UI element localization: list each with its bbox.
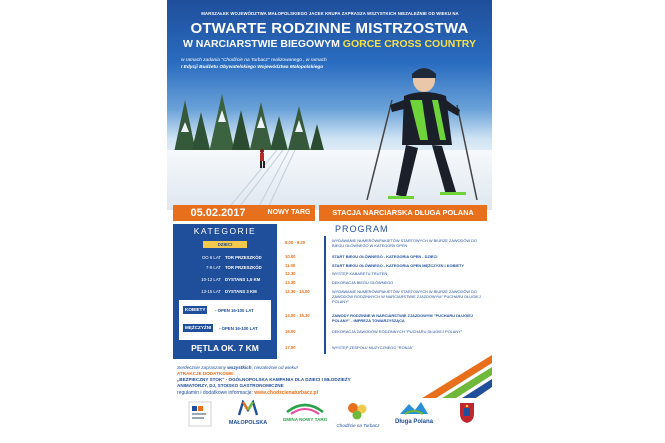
coat-of-arms-icon [459,402,475,424]
men-range: - OPEN 16-100 LAT [219,326,258,331]
small-skier-icon [255,148,269,170]
program-time: 12.30 [285,271,296,276]
program-time: 10.00 [285,254,296,259]
category-age: 7-9 LAT [206,265,221,270]
website-link[interactable]: www.chodzcienaturbacz.pl [254,390,318,396]
event-title: OTWARTE RODZINNE MISTRZOSTWA [190,20,469,37]
info-label: regulamin i dodatkowe informacje: [177,390,253,396]
budget-logo [187,400,213,428]
categories-heading: KATEGORIE [193,226,257,236]
event-poster [167,0,492,443]
program-time: 11.00 [285,263,296,268]
men-label: MĘŻCZYŹNI [185,325,212,330]
program-time: 16.00 [285,329,296,334]
program-time: 8.00 - 9.30 [285,240,306,245]
program-item: DEKORACJA BIEGU GŁÓWNEGO [332,280,394,285]
sponsor-logos [167,398,492,443]
gmina-caption: GMINA NOWY TARG [282,417,328,422]
dluga-polana-caption: Długa Polana [394,419,433,425]
program-item: ZAWODY RODZINNE W NARCIARSTWIE ZJAZDOWYM "PUCHARU DŁUGIEJ POLANY" - IMPREZA TOWARZYSZĄCA [332,313,473,323]
event-venue: STACJA NARCIARSKA DŁUGA POLANA [319,205,487,221]
dluga-polana-logo-icon [399,400,429,416]
organizer-text: MARSZAŁEK WOJEWÓDZTWA MAŁOPOLSKIEGO JACEK KRUPA ZAPRASZA WSZYSTKICH NIEZALEŻNIE OD WIEKU NA [201,11,459,16]
cross-country-skier-icon [362,60,482,205]
extras-animators: ANIMATORZY, DJ, STOISKO GASTRONOMICZNE [177,383,284,388]
category-course: TOR PRZESZKÓD [225,255,262,260]
invite-lead: Serdecznie zapraszamy [177,365,228,370]
program-time: 17.00 [285,345,296,350]
chodzcie-logo-icon [345,400,371,422]
category-age: DO 6 LAT [202,255,221,260]
hero-image [167,0,492,210]
category-course: DYSTANS 1,5 KM [225,277,261,282]
chodzcie-caption: Chodźcie na Turbacz [336,423,380,428]
malopolska-logo-icon [237,400,259,416]
program-item: WYDAWANIE NUMERÓW/PAKIETÓW STARTOWYCH W BIURZE ZAWODÓW DO ZAWODÓW RODZINNYCH W NARCIARSTWIE ZJAZDOWYM "PUCHARU DŁUGIEJ POLANY" [332,289,481,304]
program-item: START BIEGU GŁÓWNEGO - KATEGORIA OPEN - DZIECI [332,254,438,259]
extras-heading: ATRAKCJE DODATKOWE: [177,371,235,376]
event-town: NOWY TARG [263,205,315,221]
info-line [177,390,477,396]
program-heading: PROGRAM [335,224,389,234]
women-label: KOBIETY [185,307,206,312]
program-time: 12.30 - 14.00 [285,289,310,294]
program-time: 13.30 [285,280,296,285]
women-range: - OPEN 16-100 LAT [215,308,254,313]
category-course: DYSTANS 3 KM [225,289,257,294]
program-item: START BIEGU GŁÓWNEGO - KATEGORIA OPEN MĘŻCZYZN I KOBIETY [332,263,464,268]
program-item: WYSTĘP ZESPOŁU MUZYCZNEGO "RONJA" [332,345,414,350]
invite-tail: , niezależnie od wieku! [251,365,298,370]
program-time: 14.00 - 15.30 [285,313,310,318]
race-name: GORCE CROSS COUNTRY [342,38,477,50]
invitation-text [177,365,397,389]
kids-label: DZIECI [203,241,247,248]
invite-emphasis: wszystkich [227,365,252,370]
category-age: 10-12 LAT [201,277,221,282]
program-item: DEKORACJA ZAWODÓW RODZINNYCH "PUCHARU DŁUGIEJ POLANY" [332,329,463,334]
extras-campaign: „BEZPIECZNY STOK" - OGÓLNOPOLSKA KAMPANIA DLA DZIECI I MŁODZIEŻY [177,377,351,382]
loop-length: PĘTLA OK. 7 KM [191,343,259,353]
gmina-logo-icon [285,400,325,416]
discipline-text: W NARCIARSTWIE BIEGOWYM [182,38,340,50]
program-divider [324,236,326,354]
category-age: 13-15 LAT [201,289,221,294]
category-course: TOR PRZESZKÓD [225,265,262,270]
project-note: w ramach zadania "Chodźcie na Turbacz" realizowanego , w ramach [181,58,327,63]
program-item: WYDAWANIE NUMERÓW/PAKIETÓW STARTOWYCH W BIURZE ZAWODÓW DO BIEGU GŁÓWNEGO W KATEGORII OPEN [332,238,477,248]
budget-note: I Edycji Budżetu Obywatelskiego Województwa Małopolskiego [181,65,324,70]
malopolska-caption: MAŁOPOLSKA [228,420,268,426]
event-subtitle [167,38,492,50]
program-item: WYSTĘP KABARETU TRUTEŃ [332,271,388,276]
event-date: 05.02.2017 [173,205,263,221]
